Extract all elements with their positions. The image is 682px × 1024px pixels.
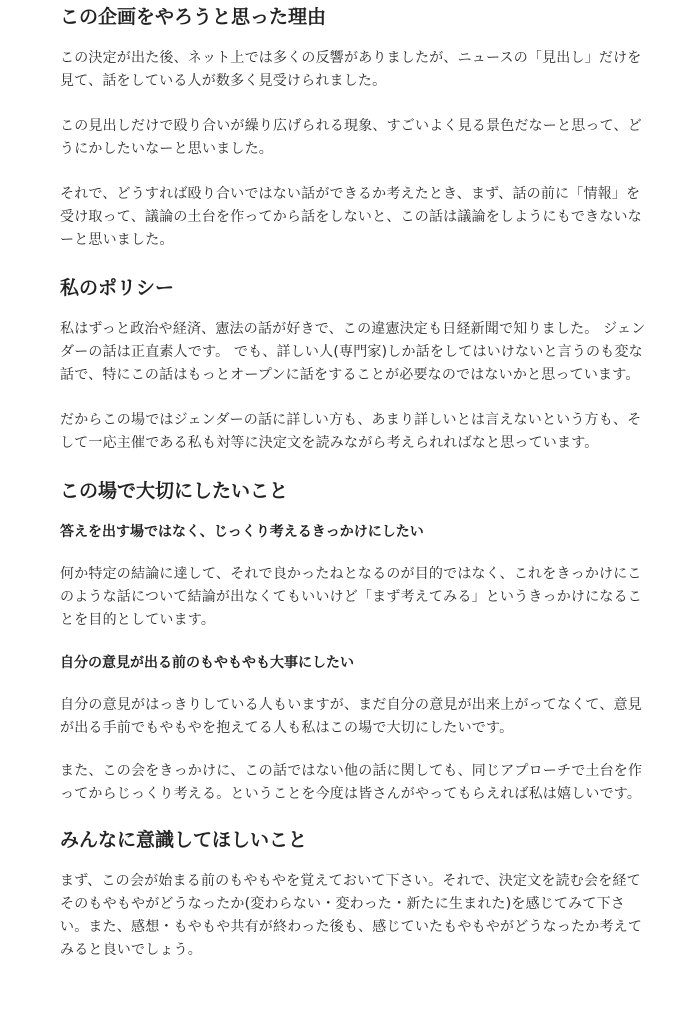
paragraph: この決定が出た後、ネット上では多くの反響がありましたが、ニュースの「見出し」だけを見て、話をしている人が数多く見受けられました。: [60, 50, 642, 89]
section-awareness: [60, 826, 652, 962]
paragraph: この見出しだけで殴り合いが繰り広げられる現象、すごいよく見る景色だなーと思って、どうにかしたいなーと思いました。: [60, 118, 642, 157]
paragraph: だからこの場ではジェンダーの話に詳しい方も、あまり詳しいとは言えないという方も、そして一応主催である私も対等に決定文を読みながら考えられればなと思っています。: [60, 412, 642, 451]
paragraph: まず、この会が始まる前のもやもやを覚えておいて下さい。それで、決定文を読む会を経てそのもやもやがどうなったか(変わらない・変わった・新たに生まれた)を感じてみて下さい。また、感想・もやもや共有が終わった後も、感じていたもやもやがどうなったか考えてみると良いでしょう。: [60, 873, 643, 958]
section-reason: [60, 0, 652, 252]
section-values: [60, 477, 652, 806]
section-policy: [60, 274, 652, 455]
paragraph: 私はずっと政治や経済、憲法の話が好きで、この違憲決定も日経新聞で知りました。 ジェンダーの話は正直素人です。 でも、詳しい人(専門家)しか話をしてはいけないと言うのも変な話で、特にこの話はもっとオープンに話をすることが必要なのではないかと思っています。: [60, 321, 646, 383]
section-heading: この企画をやろうと思った理由: [60, 6, 327, 28]
section-heading: みんなに意識してほしいこと: [60, 829, 308, 851]
paragraph: それで、どうすれば殴り合いではない話ができるか考えたとき、まず、話の前に「情報」を受け取って、議論の土台を作ってから話をしないと、この話は議論をしようにもできないなーと思いました。: [60, 186, 642, 248]
paragraph: 自分の意見がはっきりしている人もいますが、まだ自分の意見が出来上がってなくて、意見が出る手前でもやもやを抱えてる人も私はこの場で大切にしたいです。: [60, 697, 642, 736]
subsection-heading: 答えを出す場ではなく、じっくり考えるきっかけにしたい: [60, 524, 424, 540]
section-heading: 私のポリシー: [60, 277, 175, 299]
paragraph: 何か特定の結論に達して、それで良かったねとなるのが目的ではなく、これをきっかけにこのような話について結論が出なくてもいいけど「まず考えてみる」というきっかけになることを目的としています。: [60, 566, 642, 628]
subsection-heading: 自分の意見が出る前のもやもやも大事にしたい: [60, 655, 354, 671]
paragraph: また、この会をきっかけに、この話ではない他の話に関しても、同じアプローチで土台を作ってからじっくり考える。ということを今度は皆さんがやってもらえれば私は嬉しいです。: [60, 763, 643, 802]
section-heading: この場で大切にしたいこと: [60, 480, 289, 502]
